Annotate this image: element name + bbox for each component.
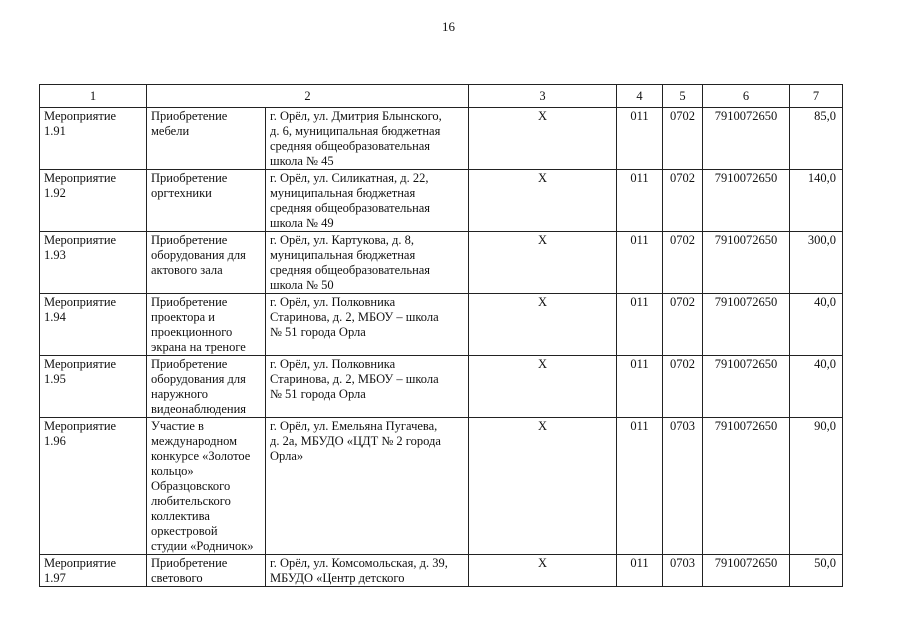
table-row: [40, 356, 843, 418]
col5-cell: 0702: [663, 294, 703, 356]
col5-cell: 0702: [663, 232, 703, 294]
event-cell: Мероприятие 1.92: [40, 170, 147, 232]
name-cell: Приобретение оборудования для наружного видеонаблюдения: [147, 356, 266, 418]
header-cell: 3: [469, 85, 617, 108]
table-row: [40, 294, 843, 356]
table-row: [40, 108, 843, 170]
col5-cell: 0702: [663, 356, 703, 418]
col3-cell: Х: [469, 356, 617, 418]
event-cell: Мероприятие 1.95: [40, 356, 147, 418]
col4-cell: 011: [617, 232, 663, 294]
col4-cell: 011: [617, 294, 663, 356]
col4-cell: 011: [617, 555, 663, 587]
table-row: [40, 555, 843, 587]
budget-table: [39, 84, 843, 587]
col6-cell: 7910072650: [703, 356, 790, 418]
name-cell: Приобретение оргтехники: [147, 170, 266, 232]
table-row: [40, 232, 843, 294]
header-cell: 6: [703, 85, 790, 108]
event-cell: Мероприятие 1.96: [40, 418, 147, 555]
col6-cell: 7910072650: [703, 170, 790, 232]
col3-cell: Х: [469, 555, 617, 587]
col5-cell: 0703: [663, 418, 703, 555]
col5-cell: 0702: [663, 170, 703, 232]
col5-cell: 0703: [663, 555, 703, 587]
col4-cell: 011: [617, 418, 663, 555]
name-cell: Приобретение светового: [147, 555, 266, 587]
col6-cell: 7910072650: [703, 108, 790, 170]
table-row: [40, 418, 843, 555]
col7-cell: 40,0: [790, 294, 843, 356]
col7-cell: 90,0: [790, 418, 843, 555]
col4-cell: 011: [617, 356, 663, 418]
address-cell: г. Орёл, ул. Дмитрия Блынского, д. 6, муниципальная бюджетная средняя общеобразовательная школа № 45: [266, 108, 469, 170]
address-cell: г. Орёл, ул. Комсомольская, д. 39, МБУДО «Центр детского: [266, 555, 469, 587]
header-cell: 5: [663, 85, 703, 108]
header-cell: 1: [40, 85, 147, 108]
col4-cell: 011: [617, 108, 663, 170]
address-cell: г. Орёл, ул. Силикатная, д. 22, муниципальная бюджетная средняя общеобразовательная школа № 49: [266, 170, 469, 232]
col7-cell: 40,0: [790, 356, 843, 418]
header-cell: 4: [617, 85, 663, 108]
col7-cell: 50,0: [790, 555, 843, 587]
address-cell: г. Орёл, ул. Картукова, д. 8, муниципальная бюджетная средняя общеобразовательная школа № 50: [266, 232, 469, 294]
col7-cell: 85,0: [790, 108, 843, 170]
event-cell: Мероприятие 1.91: [40, 108, 147, 170]
name-cell: Приобретение мебели: [147, 108, 266, 170]
event-cell: Мероприятие 1.94: [40, 294, 147, 356]
col7-cell: 300,0: [790, 232, 843, 294]
address-cell: г. Орёл, ул. Емельяна Пугачева, д. 2а, МБУДО «ЦДТ № 2 города Орла»: [266, 418, 469, 555]
header-cell: 2: [147, 85, 469, 108]
col3-cell: Х: [469, 108, 617, 170]
event-cell: Мероприятие 1.93: [40, 232, 147, 294]
col6-cell: 7910072650: [703, 294, 790, 356]
col3-cell: Х: [469, 294, 617, 356]
name-cell: Участие в международном конкурсе «Золотое кольцо» Образцовского любительского коллектива оркестровой студии «Родничок»: [147, 418, 266, 555]
col3-cell: Х: [469, 232, 617, 294]
address-cell: г. Орёл, ул. Полковника Старинова, д. 2, МБОУ – школа № 51 города Орла: [266, 356, 469, 418]
col6-cell: 7910072650: [703, 555, 790, 587]
header-cell: 7: [790, 85, 843, 108]
col5-cell: 0702: [663, 108, 703, 170]
col3-cell: Х: [469, 418, 617, 555]
col6-cell: 7910072650: [703, 232, 790, 294]
name-cell: Приобретение оборудования для актового зала: [147, 232, 266, 294]
address-cell: г. Орёл, ул. Полковника Старинова, д. 2, МБОУ – школа № 51 города Орла: [266, 294, 469, 356]
name-cell: Приобретение проектора и проекционного экрана на треноге: [147, 294, 266, 356]
table-row: [40, 170, 843, 232]
col4-cell: 011: [617, 170, 663, 232]
col6-cell: 7910072650: [703, 418, 790, 555]
page-number: 16: [442, 19, 455, 34]
col3-cell: Х: [469, 170, 617, 232]
col7-cell: 140,0: [790, 170, 843, 232]
header-row: [40, 85, 843, 108]
event-cell: Мероприятие 1.97: [40, 555, 147, 587]
